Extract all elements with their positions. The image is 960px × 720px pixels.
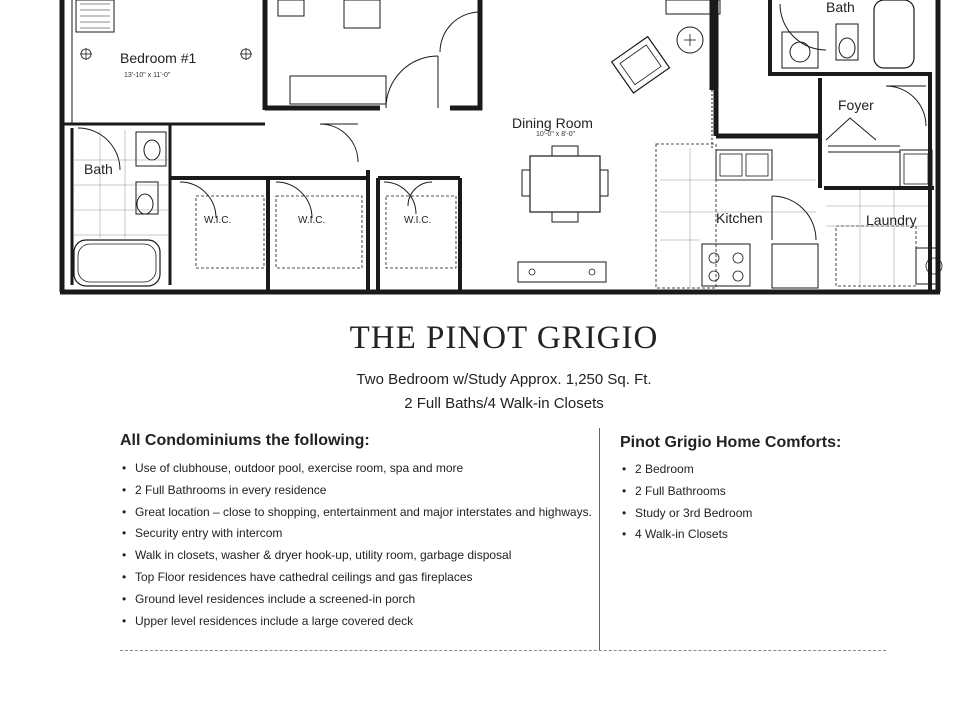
home-comforts-heading: Pinot Grigio Home Comforts: — [620, 434, 842, 451]
list-item: • 2 Bedroom — [620, 462, 752, 484]
list-item: • Use of clubhouse, outdoor pool, exercise room, spa and more — [120, 461, 592, 483]
plan-subtitle-1: Two Bedroom w/Study Approx. 1,250 Sq. Ft. — [356, 371, 652, 388]
list-item: • 4 Walk-in Closets — [620, 527, 752, 549]
laundry-label: Laundry — [866, 212, 917, 228]
list-item: • Great location – close to shopping, entertainment and major interstates and highways. — [120, 505, 592, 527]
home-comforts-list — [620, 462, 752, 549]
dining-room-dimensions: 10'-0" x 8'-0" — [536, 131, 576, 138]
dining-room-label: Dining Room — [512, 115, 593, 131]
kitchen-label: Kitchen — [716, 210, 763, 226]
bath-right-label: Bath — [826, 0, 855, 15]
list-item: • Upper level residences include a large covered deck — [120, 614, 592, 636]
list-item: • 2 Full Bathrooms — [620, 484, 752, 506]
plan-title: THE PINOT GRIGIO — [349, 320, 659, 356]
plan-subtitle-2: 2 Full Baths/4 Walk-in Closets — [404, 395, 604, 412]
floor-plan — [0, 0, 960, 300]
bedroom-1-dimensions: 13'-10" x 11'-0" — [124, 72, 171, 79]
wic-3-label: W.I.C. — [404, 215, 432, 226]
list-item: • Study or 3rd Bedroom — [620, 506, 752, 528]
wic-1-label: W.I.C. — [204, 215, 232, 226]
wic-2-label: W.I.C. — [298, 215, 326, 226]
list-item: • Top Floor residences have cathedral ceilings and gas fireplaces — [120, 570, 592, 592]
condominiums-features-list — [120, 461, 592, 635]
bath-left-label: Bath — [84, 161, 113, 177]
condominiums-features-heading: All Condominiums the following: — [120, 432, 370, 449]
list-item: • Security entry with intercom — [120, 526, 592, 548]
bedroom-1-label: Bedroom #1 — [120, 50, 197, 66]
list-item: • Walk in closets, washer & dryer hook-up, utility room, garbage disposal — [120, 548, 592, 570]
list-item: • 2 Full Bathrooms in every residence — [120, 483, 592, 505]
footer-divider — [120, 650, 886, 651]
foyer-label: Foyer — [838, 97, 874, 113]
column-divider — [599, 428, 600, 650]
list-item: • Ground level residences include a screened-in porch — [120, 592, 592, 614]
